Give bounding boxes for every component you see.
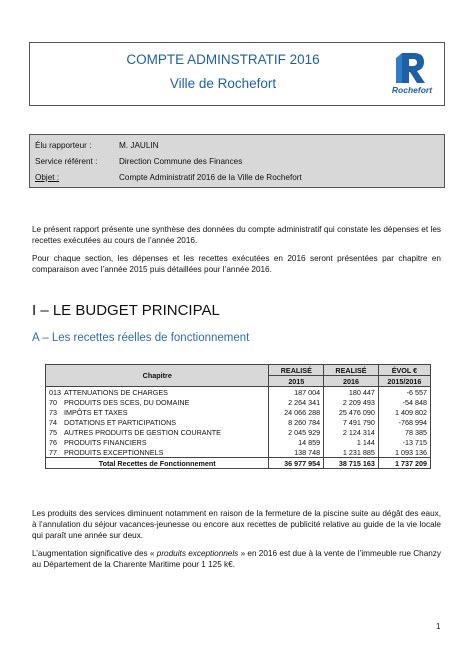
total-label: Total Recettes de Fonctionnement (46, 458, 269, 469)
info-label: Objet : (35, 173, 60, 182)
info-label: Service référent : (35, 157, 98, 166)
chapter-label: DOTATIONS ET PARTICIPATIONS (61, 417, 269, 427)
subsection-heading: A – Les recettes réelles de fonctionnement (32, 332, 250, 344)
info-value: M. JAULIN (119, 141, 159, 150)
info-label: Élu rapporteur : (35, 141, 92, 150)
revenue-table (45, 364, 431, 469)
chapter-label: ATTENUATIONS DE CHARGES (61, 387, 269, 398)
value-evol: 1 093 136 (378, 447, 430, 458)
info-row-service (35, 157, 242, 166)
col-header-evol: ÉVOL € (378, 365, 430, 376)
col-header-chapitre: Chapitre (46, 365, 269, 387)
document-title: COMPTE ADMINSTRATIF 2016 (126, 52, 320, 67)
page-number: 1 (436, 622, 441, 631)
intro-paragraph-2: Pour chaque section, les dépenses et les recettes exécutées en 2016 seront présentées par chapitre en comparaison avec l’année 2015 puis détaillées pour l’année 2016. (32, 254, 441, 274)
value-evol: 78 385 (378, 427, 430, 437)
table-header-row (46, 365, 431, 376)
table-row (46, 437, 431, 447)
chapter-label: IMPÔTS ET TAXES (61, 407, 269, 417)
value-2015: 187 004 (269, 387, 324, 398)
report-info-box (29, 134, 445, 188)
document-subtitle: Ville de Rochefort (169, 76, 277, 91)
chapter-code: 73 (46, 407, 62, 417)
chapter-label: PRODUITS DES SCES, DU DOMAINE (61, 397, 269, 407)
info-row-rapporteur (35, 141, 159, 150)
value-2016: 1 231 885 (324, 447, 379, 458)
col-header-realise-2015: REALISÉ (269, 365, 324, 376)
table-row (46, 427, 431, 437)
value-2016: 7 491 790 (324, 417, 379, 427)
chapter-code: 013 (46, 387, 62, 398)
chapter-code: 77 (46, 447, 62, 458)
chapter-code: 75 (46, 427, 62, 437)
chapter-label: AUTRES PRODUITS DE GESTION COURANTE (61, 427, 269, 437)
col-header-year-2016: 2016 (324, 376, 379, 387)
section-heading: I – LE BUDGET PRINCIPAL (32, 302, 220, 319)
body-paragraph-1: Les produits des services diminuent notamment en raison de la fermeture de la piscine suite au dégât des eaux, à l’annulation du séjour vacances-jeunesse ou encore aux recettes de publicité relative au guide de la vie locale qui paraît une année sur deux. (32, 509, 441, 540)
info-row-objet (35, 173, 302, 182)
col-header-realise-2016: REALISÉ (324, 365, 379, 376)
info-value: Compte Administratif 2016 de la Ville de Rochefort (119, 173, 302, 182)
intro-paragraph-1: Le présent rapport présente une synthèse des données du compte administratif qui constate les dépenses et les recettes exécutées au cours de l’année 2016. (32, 225, 441, 245)
body-text: L’augmentation significative des « (32, 549, 157, 558)
logo-wordmark: Rochefort (391, 85, 433, 95)
chapter-label: PRODUITS FINANCIERS (61, 437, 269, 447)
col-header-period: 2015/2016 (378, 376, 430, 387)
value-2015: 14 859 (269, 437, 324, 447)
value-2016: 25 476 090 (324, 407, 379, 417)
table-total-row (46, 458, 431, 469)
value-2015: 2 264 341 (269, 397, 324, 407)
chapter-label: PRODUITS EXCEPTIONNELS (61, 447, 269, 458)
value-2015: 138 748 (269, 447, 324, 458)
total-evol: 1 737 209 (378, 458, 430, 469)
value-evol: -6 557 (378, 387, 430, 398)
value-evol: -13 715 (378, 437, 430, 447)
report-header (29, 42, 445, 106)
value-2016: 2 124 314 (324, 427, 379, 437)
value-evol: -768 994 (378, 417, 430, 427)
total-2016: 38 715 163 (324, 458, 379, 469)
chapter-code: 74 (46, 417, 62, 427)
chapter-code: 76 (46, 437, 62, 447)
value-2016: 2 209 493 (324, 397, 379, 407)
value-2015: 8 260 784 (269, 417, 324, 427)
rochefort-logo (388, 49, 436, 101)
body-text: » en 2016 est due à la vente de l’immeuble rue Chanzy au Département de la Charente Maritime pour 1 125 k€. (32, 549, 441, 569)
table-row (46, 387, 431, 398)
value-evol: 1 409 802 (378, 407, 430, 417)
value-2015: 24 066 288 (269, 407, 324, 417)
value-evol: -54 848 (378, 397, 430, 407)
table-row (46, 417, 431, 427)
total-2015: 36 977 954 (269, 458, 324, 469)
value-2016: 180 447 (324, 387, 379, 398)
body-paragraph-2 (32, 548, 441, 570)
chapter-code: 70 (46, 397, 62, 407)
value-2016: 1 144 (324, 437, 379, 447)
table-row (46, 397, 431, 407)
table-row (46, 407, 431, 417)
info-value: Direction Commune des Finances (119, 157, 243, 166)
table-row (46, 447, 431, 458)
col-header-year-2015: 2015 (269, 376, 324, 387)
emphasis-text: produits exceptionnels (156, 549, 239, 558)
rochefort-logo-icon (388, 49, 436, 85)
value-2015: 2 045 929 (269, 427, 324, 437)
